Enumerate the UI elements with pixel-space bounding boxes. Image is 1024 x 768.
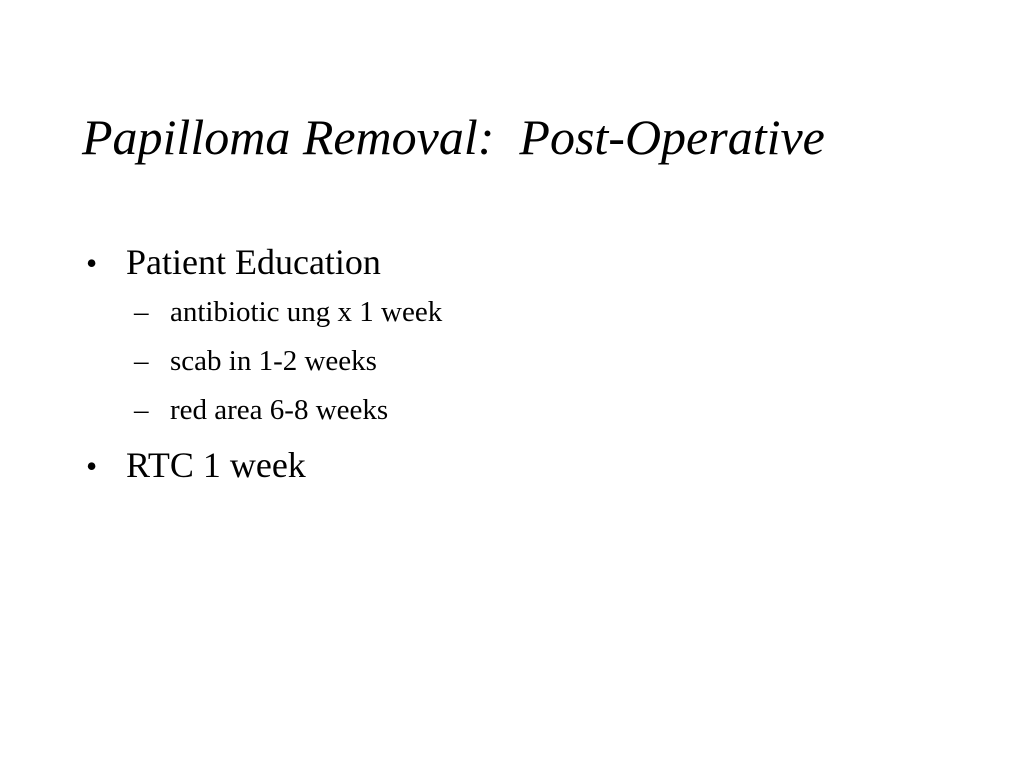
sub-item-text: red area 6-8 weeks	[170, 394, 389, 426]
bullet-text: Patient Education	[126, 242, 381, 282]
dash-icon: –	[134, 296, 149, 328]
bullet-item-rtc	[86, 441, 986, 489]
dash-icon: –	[134, 394, 149, 426]
bullet-text: RTC 1 week	[126, 445, 306, 485]
sub-list	[86, 288, 986, 435]
slide-title: Papilloma Removal: Post-Operative	[82, 109, 825, 165]
bullet-dot-icon: •	[86, 245, 98, 281]
sub-item	[134, 386, 986, 435]
sub-item	[134, 337, 986, 386]
sub-item-text: antibiotic ung x 1 week	[170, 296, 443, 328]
bullet-list	[86, 238, 986, 489]
bullet-row	[86, 441, 986, 489]
bullet-item-patient-education	[86, 238, 986, 435]
bullet-row	[86, 238, 986, 286]
sub-item	[134, 288, 986, 337]
bullet-dot-icon: •	[86, 448, 98, 484]
dash-icon: –	[134, 345, 149, 377]
sub-item-text: scab in 1-2 weeks	[170, 345, 377, 377]
